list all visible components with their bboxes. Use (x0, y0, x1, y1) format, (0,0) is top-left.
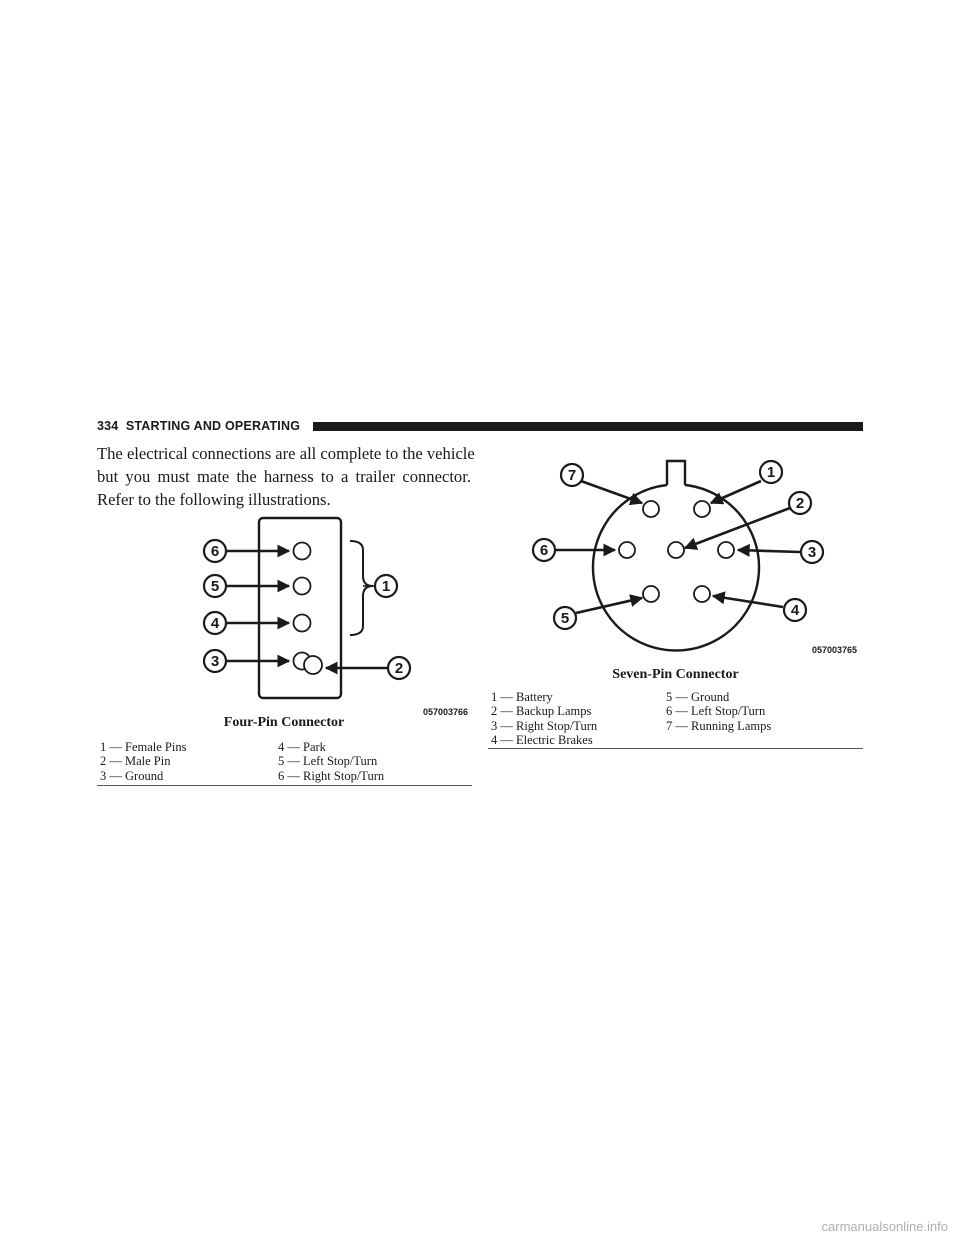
callout-label-6: 6 (539, 542, 549, 559)
connector-body (593, 485, 759, 651)
pin-7 (643, 501, 659, 517)
seven-pin-legend-rule (488, 748, 863, 749)
callout-label-5: 5 (210, 578, 220, 595)
intro-line: Refer to the following illustrations. (97, 490, 331, 510)
callout-label-4: 4 (790, 602, 800, 619)
callout-label-1: 1 (766, 464, 776, 481)
legend-item: 2 — Male Pin (100, 754, 171, 769)
page-header (97, 418, 863, 436)
intro-line: but you must mate the harness to a trailer connector. (97, 467, 471, 487)
intro-line: The electrical connections are all complete to the vehicle (97, 444, 475, 463)
callout-label-1: 1 (381, 578, 391, 595)
female-pins-bracket (350, 541, 373, 635)
intro-paragraph (97, 442, 475, 512)
callout-label-7: 7 (567, 467, 577, 484)
legend-item: 3 — Right Stop/Turn (491, 718, 598, 733)
legend-item: 5 — Left Stop/Turn (278, 754, 378, 769)
leader-4 (713, 596, 783, 607)
legend-item: 3 — Ground (100, 768, 164, 783)
connector-key (667, 461, 685, 485)
legend-item: 7 — Running Lamps (666, 718, 772, 733)
four-pin-legend-rule (97, 785, 472, 786)
legend-item: 1 — Female Pins (100, 740, 187, 754)
callout-label-4: 4 (210, 615, 220, 632)
callout-label-6: 6 (210, 543, 220, 560)
pin-1 (694, 501, 710, 517)
callout-label-2: 2 (795, 495, 805, 512)
watermark: carmanualsonline.info (821, 1219, 948, 1234)
pin-5 (294, 578, 311, 595)
callout-label-2: 2 (394, 660, 404, 677)
callout-label-3: 3 (807, 544, 817, 561)
legend-item: 6 — Left Stop/Turn (666, 704, 766, 719)
seven-pin-connector-diagram (520, 455, 865, 660)
figure-code: 057003766 (423, 707, 469, 715)
seven-pin-legend (491, 690, 863, 748)
leader-7 (581, 481, 642, 503)
pin-5 (643, 586, 659, 602)
legend-item: 2 — Backup Lamps (491, 704, 592, 719)
header-rule (313, 422, 863, 431)
callout-label-5: 5 (560, 610, 570, 627)
legend-item: 4 — Park (278, 740, 326, 754)
page-number: 334 (97, 419, 119, 433)
four-pin-legend (100, 740, 472, 785)
pin-6 (294, 543, 311, 560)
legend-item: 4 — Electric Brakes (491, 733, 593, 748)
pin-6 (619, 542, 635, 558)
pin-4 (294, 615, 311, 632)
callout-label-3: 3 (210, 653, 220, 670)
leader-3 (738, 550, 800, 552)
four-pin-caption: Four-Pin Connector (223, 715, 345, 730)
legend-item: 5 — Ground (666, 690, 730, 704)
legend-item: 6 — Right Stop/Turn (278, 768, 385, 783)
seven-pin-caption: Seven-Pin Connector (612, 667, 739, 682)
pin-2 (668, 542, 684, 558)
figure-code: 057003765 (812, 645, 858, 655)
pin-4 (694, 586, 710, 602)
male-pin (304, 656, 322, 674)
leader-5 (576, 598, 642, 613)
section-title: STARTING AND OPERATING (125, 419, 301, 433)
four-pin-connector-diagram (195, 510, 475, 715)
legend-item: 1 — Battery (491, 690, 553, 704)
pin-3 (718, 542, 734, 558)
leader-1 (711, 481, 761, 503)
page-number-and-section (97, 419, 300, 433)
